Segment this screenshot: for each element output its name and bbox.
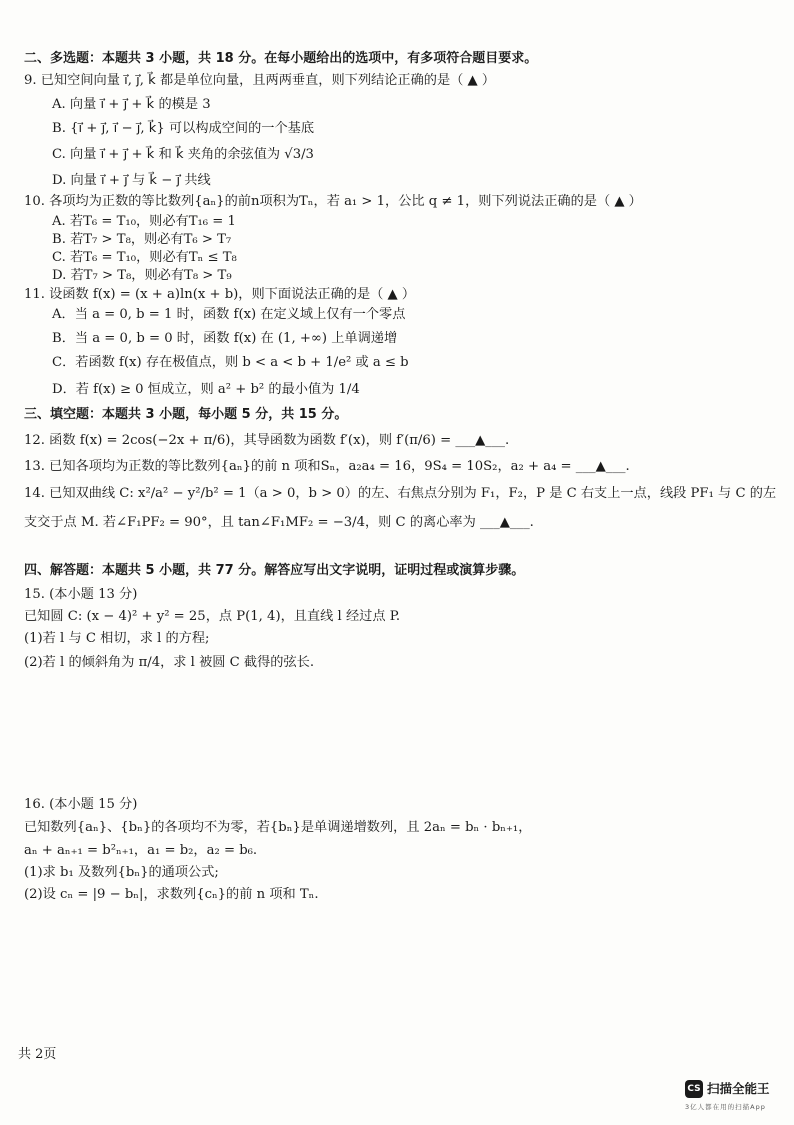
q15-part1: (1)若 l 与 C 相切，求 l 的方程;	[24, 631, 210, 646]
q10-option-b: B. 若T₇ > T₈，则必有T₆ > T₇	[52, 232, 232, 247]
q9-option-c: C. 向量 i⃗ + j⃗ + k⃗ 和 k⃗ 夹角的余弦值为 √3/3	[52, 147, 314, 162]
q15-part2: (2)若 l 的倾斜角为 π/4，求 l 被圆 C 截得的弦长.	[24, 655, 315, 670]
page-count: 共 2页	[18, 1047, 57, 1062]
scanner-tagline: 3亿人都在用的扫描App	[685, 1103, 766, 1111]
q16-part1: (1)求 b₁ 及数列{bₙ}的通项公式;	[24, 865, 219, 880]
q11-option-c: C．若函数 f(x) 存在极值点，则 b < a < b + 1/e² 或 a ≤ b	[52, 355, 409, 370]
q15-given: 已知圆 C: (x − 4)² + y² = 25，点 P(1, 4)，且直线 l 经过点 P.	[24, 609, 401, 624]
q9-option-a: A. 向量 i⃗ + j⃗ + k⃗ 的模是 3	[52, 97, 211, 112]
multiple-choice-header: 二、多选题：本题共 3 小题，共 18 分。在每小题给出的选项中，有多项符合题目要求。	[24, 51, 538, 66]
q10-stem: 10. 各项均为正数的等比数列{aₙ}的前n项积为Tₙ，若 a₁ > 1，公比 q ≠ 1，则下列说法正确的是（ ▲ ）	[24, 194, 642, 209]
q14-line1: 14. 已知双曲线 C: x²/a² − y²/b² = 1（a > 0，b > 0）的左、右焦点分别为 F₁，F₂，P 是 C 右支上一点，线段 PF₁ 与 C 的左	[24, 486, 777, 501]
q12-text: 12. 函数 f(x) = 2cos(−2x + π/6)，其导函数为函数 f′(x)，则 f′(π/6) = ___▲___.	[24, 433, 510, 448]
q11-option-d: D．若 f(x) ≥ 0 恒成立，则 a² + b² 的最小值为 1/4	[52, 382, 360, 397]
q11-option-b: B．当 a = 0, b = 0 时，函数 f(x) 在 (1, +∞) 上单调递增	[52, 331, 398, 346]
scanner-brand: 扫描全能王	[707, 1081, 770, 1096]
q9-option-d: D. 向量 i⃗ + j⃗ 与 k⃗ − j⃗ 共线	[52, 173, 211, 188]
q13-text: 13. 已知各项均为正数的等比数列{aₙ}的前 n 项和Sₙ，a₂a₄ = 16，9S₄ = 10S₂，a₂ + a₄ = ___▲___.	[24, 459, 630, 474]
q9-option-b: B. {i⃗ + j⃗, i⃗ − j⃗, k⃗} 可以构成空间的一个基底	[52, 121, 315, 136]
q16-given-line1: 已知数列{aₙ}、{bₙ}的各项均不为零，若{bₙ}是单调递增数列，且 2aₙ = bₙ · bₙ₊₁，	[24, 820, 532, 835]
q14-line2: 支交于点 M. 若∠F₁PF₂ = 90°，且 tan∠F₁MF₂ = −3/4，则 C 的离心率为 ___▲___.	[24, 515, 534, 530]
q11-stem: 11. 设函数 f(x) = (x + a)ln(x + b)，则下面说法正确的是（ ▲ ）	[24, 287, 416, 302]
q10-option-d: D. 若T₇ > T₈，则必有T₈ > T₉	[52, 268, 232, 283]
q10-option-a: A. 若T₆ = T₁₀，则必有T₁₆ = 1	[52, 214, 236, 229]
q16-given-line2: aₙ + aₙ₊₁ = b²ₙ₊₁，a₁ = b₂，a₂ = b₆.	[24, 843, 258, 858]
q16-title: 16. (本小题 15 分)	[24, 797, 138, 812]
fill-blank-header: 三、填空题：本题共 3 小题，每小题 5 分，共 15 分。	[24, 407, 348, 422]
q10-option-c: C. 若T₆ = T₁₀，则必有Tₙ ≤ T₈	[52, 250, 237, 265]
answer-header: 四、解答题：本题共 5 小题，共 77 分。解答应写出文字说明，证明过程或演算步骤。	[24, 563, 525, 578]
q16-part2: (2)设 cₙ = |9 − bₙ|，求数列{cₙ}的前 n 项和 Tₙ.	[24, 887, 319, 902]
q11-option-a: A．当 a = 0, b = 1 时，函数 f(x) 在定义域上仅有一个零点	[52, 307, 406, 322]
q9-stem: 9. 已知空间向量 i⃗, j⃗, k⃗ 都是单位向量，且两两垂直，则下列结论正确的是（ ▲ ）	[24, 73, 496, 88]
scanner-logo-icon: CS	[685, 1080, 703, 1098]
q15-title: 15. (本小题 13 分)	[24, 587, 138, 602]
